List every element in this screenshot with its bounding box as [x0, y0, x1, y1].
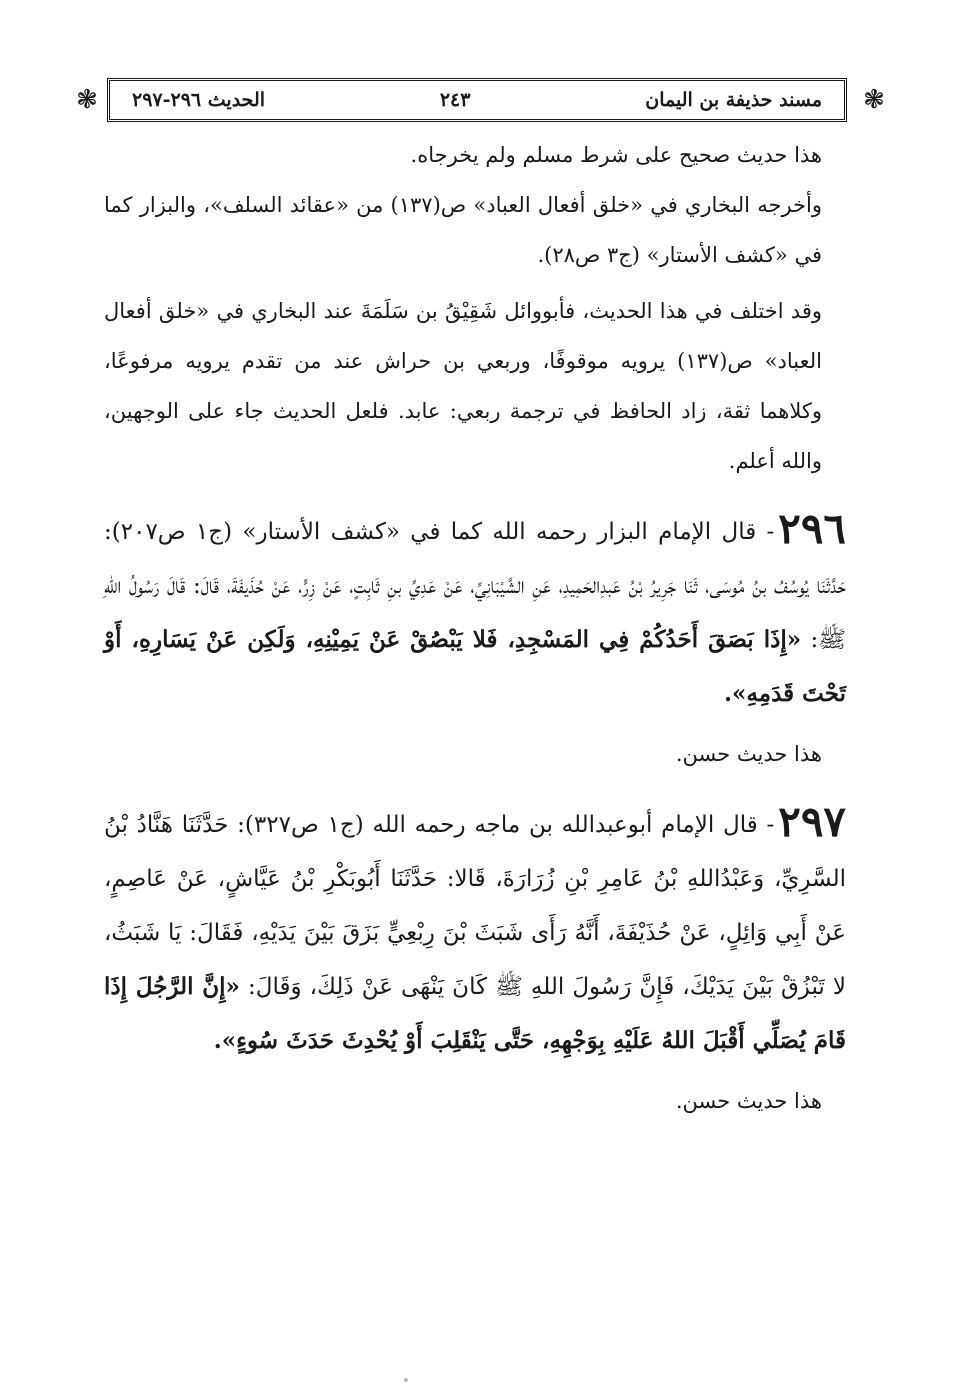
page-body — [104, 130, 846, 1126]
hadith-296-matn: «إِذَا بَصَقَ أَحَدُكُمْ فِي المَسْجِدِ، فَلا يَبْصُقْ عَنْ يَمِيْنِهِ، وَلَكِن عَنْ يَسَارِهِ، أَوْ تَحْتَ قَدَمِهِ». — [104, 626, 846, 707]
hadith-297-isnad: - قال الإمام أبوعبدالله بن ماجه رحمه الله (ج١ ص٣٢٧): حَدَّثَنَا هَنَّادُ بْنُ السَّرِيِّ، وَعَبْدُاللهِ بْنُ عَامِرِ بْنِ زُرَارَةَ، قَالا: حَدَّثَنَا أَبُوبَكْرِ بْنُ عَيَّاشٍ، عَنْ عَاصِمٍ، عَنْ أَبِي وَائِلٍ، عَنْ حُذَيْفَةَ، أَنَّهُ رَأَى شَبَثَ بْنَ رِبْعِيٍّ بَزَقَ بَيْنَ يَدَيْهِ، فَقَالَ: يَا شَبَثُ، لا تَبْزُقْ بَيْنَ يَدَيْكَ، فَإِنَّ رَسُولَ اللهِ ﷺ كَانَ يَنْهَى عَنْ ذَلِكَ، وَقَالَ: — [104, 812, 847, 1000]
header-title: مسند حذيفة بن اليمان — [645, 89, 822, 111]
hadith-number-296: ٢٩٦ — [778, 504, 846, 553]
running-header — [107, 78, 847, 122]
header-ornament-right: ❃ — [863, 85, 885, 115]
takhrij-paragraph: وأخرجه البخاري في «خلق أفعال العباد» ص(١٣٧) من «عقائد السلف»، والبزار كما في «كشف الأستار» (ج٣ ص٢٨). — [104, 193, 822, 267]
page-number: ٢٤٣ — [439, 89, 471, 111]
grading-paragraph: هذا حديث صحيح على شرط مسلم ولم يخرجاه. — [410, 143, 822, 167]
discussion-paragraph: وقد اختلف في هذا الحديث، فأبووائل شَقِيْقُ بن سَلَمَةَ عند البخاري في «خلق أفعال العباد» ص(١٣٧) يرويه موقوفًا، وربعي بن حراش عند من تقدم يرويه مرفوعًا، وكلاهما ثقة، زاد الحافظ في ترجمة ربعي: عابد. فلعل الحديث جاء على الوجهين، والله أعلم. — [104, 299, 822, 473]
hadith-297-grade: هذا حديث حسن. — [675, 1089, 822, 1113]
hadith-296-grade: هذا حديث حسن. — [675, 742, 822, 766]
hadith-range: الحديث ٢٩٦-٢٩٧ — [132, 89, 266, 111]
header-ornament-left: ❃ — [76, 85, 98, 115]
hadith-296 — [104, 502, 846, 721]
hadith-297 — [104, 795, 846, 1068]
hadith-number-297: ٢٩٧ — [778, 797, 846, 846]
hadith-296-isnad: - قال الإمام البزار رحمه الله كما في «كشف الأستار» (ج١ ص٢٠٧): حَدَّثَنَا يُوسُفُ بنُ مُوسَى، ثَنَا جَرِيرُ بْنُ عَبدِالحَمِيدِ، عَنِ الشَّيْبَانِيِّ، عَنْ عَدِيِّ بنِ ثَابِتٍ، عَنْ زِرٍّ، عَنْ حُذَيفَةَ، قَالَ: قَالَ رَسُولُ اللهِ ﷺ: — [104, 519, 846, 653]
scan-speck — [404, 1378, 408, 1382]
hadith-297-matn: «إِنَّ الرَّجُلَ إِذَا قَامَ يُصَلِّي أَقْبَلَ اللهُ عَلَيْهِ بِوَجْهِهِ، حَتَّى يَنْقَلِبَ أَوْ يُحْدِثَ حَدَثَ سُوءٍ». — [104, 973, 846, 1054]
